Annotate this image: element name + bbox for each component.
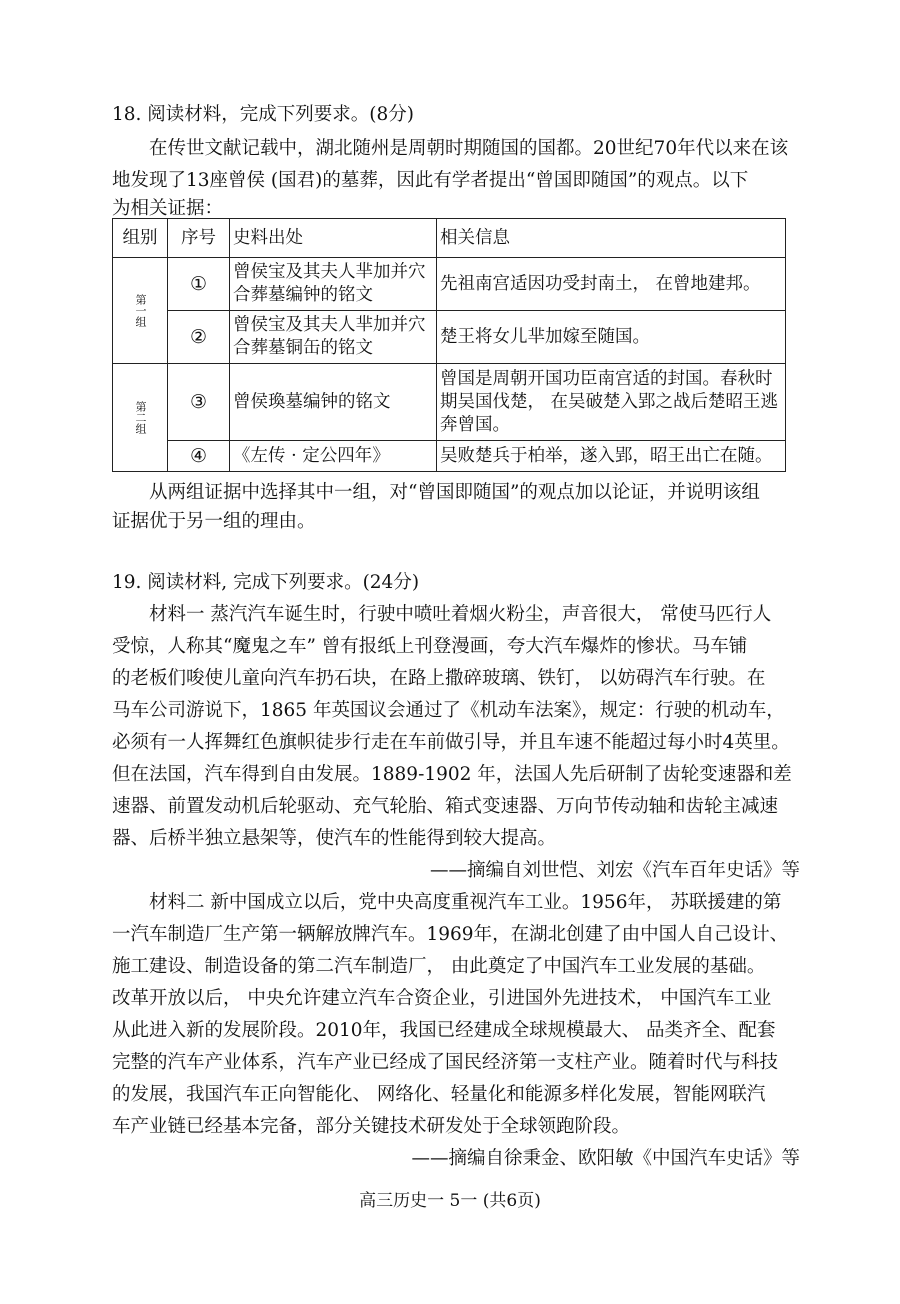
group-2-label: 第二组 — [134, 401, 147, 434]
m2-source: ——摘编自徐秉金、欧阳敏《中国汽车史话》等 — [411, 1148, 800, 1169]
q18-intro-line-2: 地发现了13座曾侯 (国君)的墓葬，因此有学者提出“曾国即随国”的观点。以下 — [112, 170, 749, 191]
row-1-source: 曾侯宝及其夫人芈加并穴合葬墓编钟的铭文 — [230, 258, 437, 311]
header-info: 相关信息 — [437, 219, 786, 258]
m2-line-5: 从此进入新的发展阶段。2010年，我国已经建成全球规模最大、 品类齐全、配套 — [112, 1020, 776, 1041]
m2-line-7: 的发展，我国汽车正向智能化、 网络化、轻量化和能源多样化发展，智能网联汽 — [112, 1084, 766, 1105]
row-2-number: ② — [168, 311, 230, 364]
row-3-info: 曾国是周朝开国功臣南宫适的封国。春秋时期吴国伐楚， 在吴破楚入郢之战后楚昭王逃奔曾国。 — [437, 364, 786, 441]
table-row — [113, 364, 786, 441]
q18-task-line-2: 证据优于另一组的理由。 — [112, 511, 316, 532]
m2-line-8: 车产业链已经基本完备，部分关键技术研发处于全球领跑阶段。 — [112, 1116, 631, 1137]
page-footer: 高三历史一 5一 (共6页) — [359, 1191, 541, 1211]
q18-intro-line-1: 在传世文献记载中，湖北随州是周朝时期随国的国都。20世纪70年代以来在该 — [149, 138, 789, 159]
group-2-label-cell — [113, 364, 168, 472]
header-group: 组别 — [113, 219, 168, 258]
group-1-label-cell — [113, 258, 168, 364]
row-3-source: 曾侯瑍墓编钟的铭文 — [230, 364, 437, 441]
m2-line-2: 一汽车制造厂生产第一辆解放牌汽车。1969年，在湖北创建了由中国人自己设计、 — [112, 924, 789, 945]
row-1-number: ① — [168, 258, 230, 311]
q18-task-line-1: 从两组证据中选择其中一组，对“曾国即随国”的观点加以论证，并说明该组 — [149, 482, 760, 503]
row-4-number: ④ — [168, 441, 230, 472]
m2-line-1: 材料二 新中国成立以后，党中央高度重视汽车工业。1956年， 苏联援建的第 — [149, 892, 782, 913]
row-4-source: 《左传 · 定公四年》 — [230, 441, 437, 472]
evidence-table — [112, 218, 786, 472]
m1-line-7: 速器、前置发动机后轮驱动、充气轮胎、箱式变速器、万向节传动轴和齿轮主减速 — [112, 796, 779, 817]
header-source: 史料出处 — [230, 219, 437, 258]
m2-line-4: 改革开放以后， 中央允许建立汽车合资企业，引进国外先进技术， 中国汽车工业 — [112, 988, 772, 1009]
row-3-number: ③ — [168, 364, 230, 441]
q19-title: 19. 阅读材料, 完成下列要求。(24分) — [112, 572, 420, 593]
m2-line-3: 施工建设、制造设备的第二汽车制造厂， 由此奠定了中国汽车工业发展的基础。 — [112, 956, 766, 977]
row-4-info: 吴败楚兵于柏举，遂入郢，昭王出亡在随。 — [437, 441, 786, 472]
group-1-label: 第一组 — [134, 294, 147, 327]
table-row — [113, 311, 786, 364]
m2-line-6: 完整的汽车产业体系，汽车产业已经成了国民经济第一支柱产业。随着时代与科技 — [112, 1052, 779, 1073]
header-number: 序号 — [168, 219, 230, 258]
table-row — [113, 441, 786, 472]
table-row — [113, 258, 786, 311]
m1-line-2: 受惊，人称其“魔鬼之车” 曾有报纸上刊登漫画，夸大汽车爆炸的惨状。马车铺 — [112, 636, 748, 657]
table-header-row — [113, 219, 786, 258]
q18-intro-line-3: 为相关证据： — [112, 198, 224, 219]
m1-line-5: 必须有一人挥舞红色旗帜徒步行走在车前做引导，并且车速不能超过每小时4英里。 — [112, 732, 790, 753]
row-2-info: 楚王将女儿芈加嫁至随国。 — [437, 311, 786, 364]
m1-line-8: 器、后桥半独立悬架等，使汽车的性能得到较大提高。 — [112, 828, 557, 849]
m1-line-4: 马车公司游说下，1865 年英国议会通过了《机动车法案》，规定：行驶的机动车， — [112, 700, 785, 721]
m1-source: ——摘编自刘世恺、刘宏《汽车百年史话》等 — [429, 860, 800, 881]
row-2-source: 曾侯宝及其夫人芈加并穴合葬墓铜缶的铭文 — [230, 311, 437, 364]
m1-line-6: 但在法国，汽车得到自由发展。1889-1902 年，法国人先后研制了齿轮变速器和差 — [112, 764, 792, 785]
m1-line-3: 的老板们唆使儿童向汽车扔石块，在路上撒碎玻璃、铁钉， 以妨碍汽车行驶。在 — [112, 668, 766, 689]
row-1-info: 先祖南宫适因功受封南土， 在曾地建邦。 — [437, 258, 786, 311]
q18-title: 18. 阅读材料，完成下列要求。(8分) — [112, 104, 415, 125]
m1-line-1: 材料一 蒸汽汽车诞生时，行驶中喷吐着烟火粉尘，声音很大， 常使马匹行人 — [149, 604, 772, 625]
